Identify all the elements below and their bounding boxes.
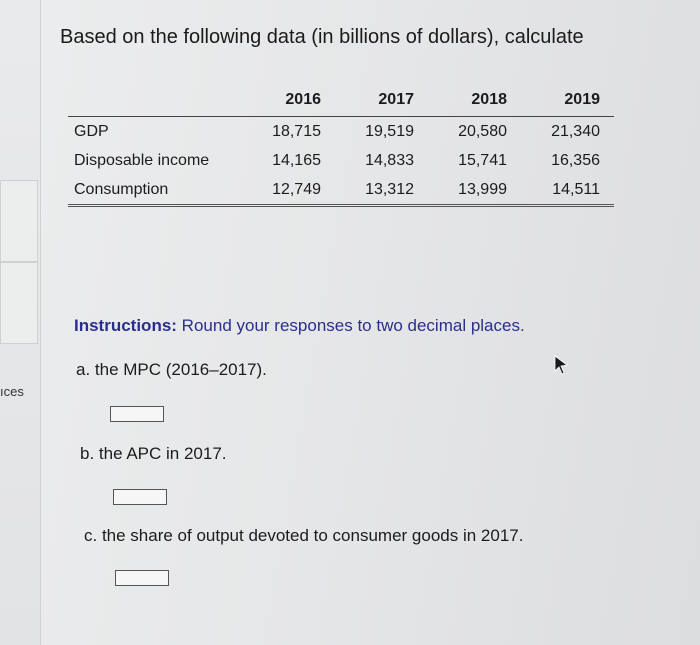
cell-value: 21,340: [551, 122, 600, 140]
question-a: a. the MPC (2016–2017).: [76, 360, 267, 379]
table-row: [68, 175, 614, 206]
mouse-pointer-icon: [552, 354, 570, 376]
year-header: 2018: [428, 88, 521, 117]
left-panel-box: [0, 262, 38, 344]
left-panel-box: [0, 180, 38, 262]
year-header: 2019: [521, 88, 614, 117]
instructions-prefix: Instructions:: [74, 316, 177, 335]
instructions-text: Round your responses to two decimal places.: [176, 316, 525, 335]
instructions: [74, 316, 525, 336]
question-c: c. the share of output devoted to consumer goods in 2017.: [84, 526, 524, 545]
data-table: [68, 88, 614, 207]
cell-value: 14,511: [521, 175, 614, 206]
row-label: GDP: [74, 122, 109, 140]
row-label: Disposable income: [74, 151, 210, 169]
side-label: ıces: [0, 384, 24, 399]
year-header: 2017: [335, 88, 428, 117]
cell-value: 14,165: [272, 151, 321, 169]
header-blank: [68, 88, 242, 117]
table-header-row: [68, 88, 614, 117]
cell-value: 15,741: [458, 151, 507, 169]
cell-value: 12,749: [242, 175, 335, 206]
question-b: b. the APC in 2017.: [80, 444, 227, 463]
table-row: [68, 117, 614, 147]
cell-value: 16,356: [551, 151, 600, 169]
cell-value: 13,312: [335, 175, 428, 206]
cell-value: 18,715: [272, 122, 321, 140]
table-row: [68, 146, 614, 175]
left-panel-strip: [0, 0, 41, 645]
cell-value: 19,519: [365, 122, 414, 140]
answer-input-a[interactable]: [110, 406, 164, 422]
answer-input-c[interactable]: [115, 570, 169, 586]
cell-value: 13,999: [428, 175, 521, 206]
row-label: Consumption: [68, 175, 242, 206]
cell-value: 20,580: [458, 122, 507, 140]
question-heading: Based on the following data (in billions of dollars), calculate: [60, 26, 584, 48]
year-header: 2016: [242, 88, 335, 117]
answer-input-b[interactable]: [113, 489, 167, 505]
cell-value: 14,833: [365, 151, 414, 169]
